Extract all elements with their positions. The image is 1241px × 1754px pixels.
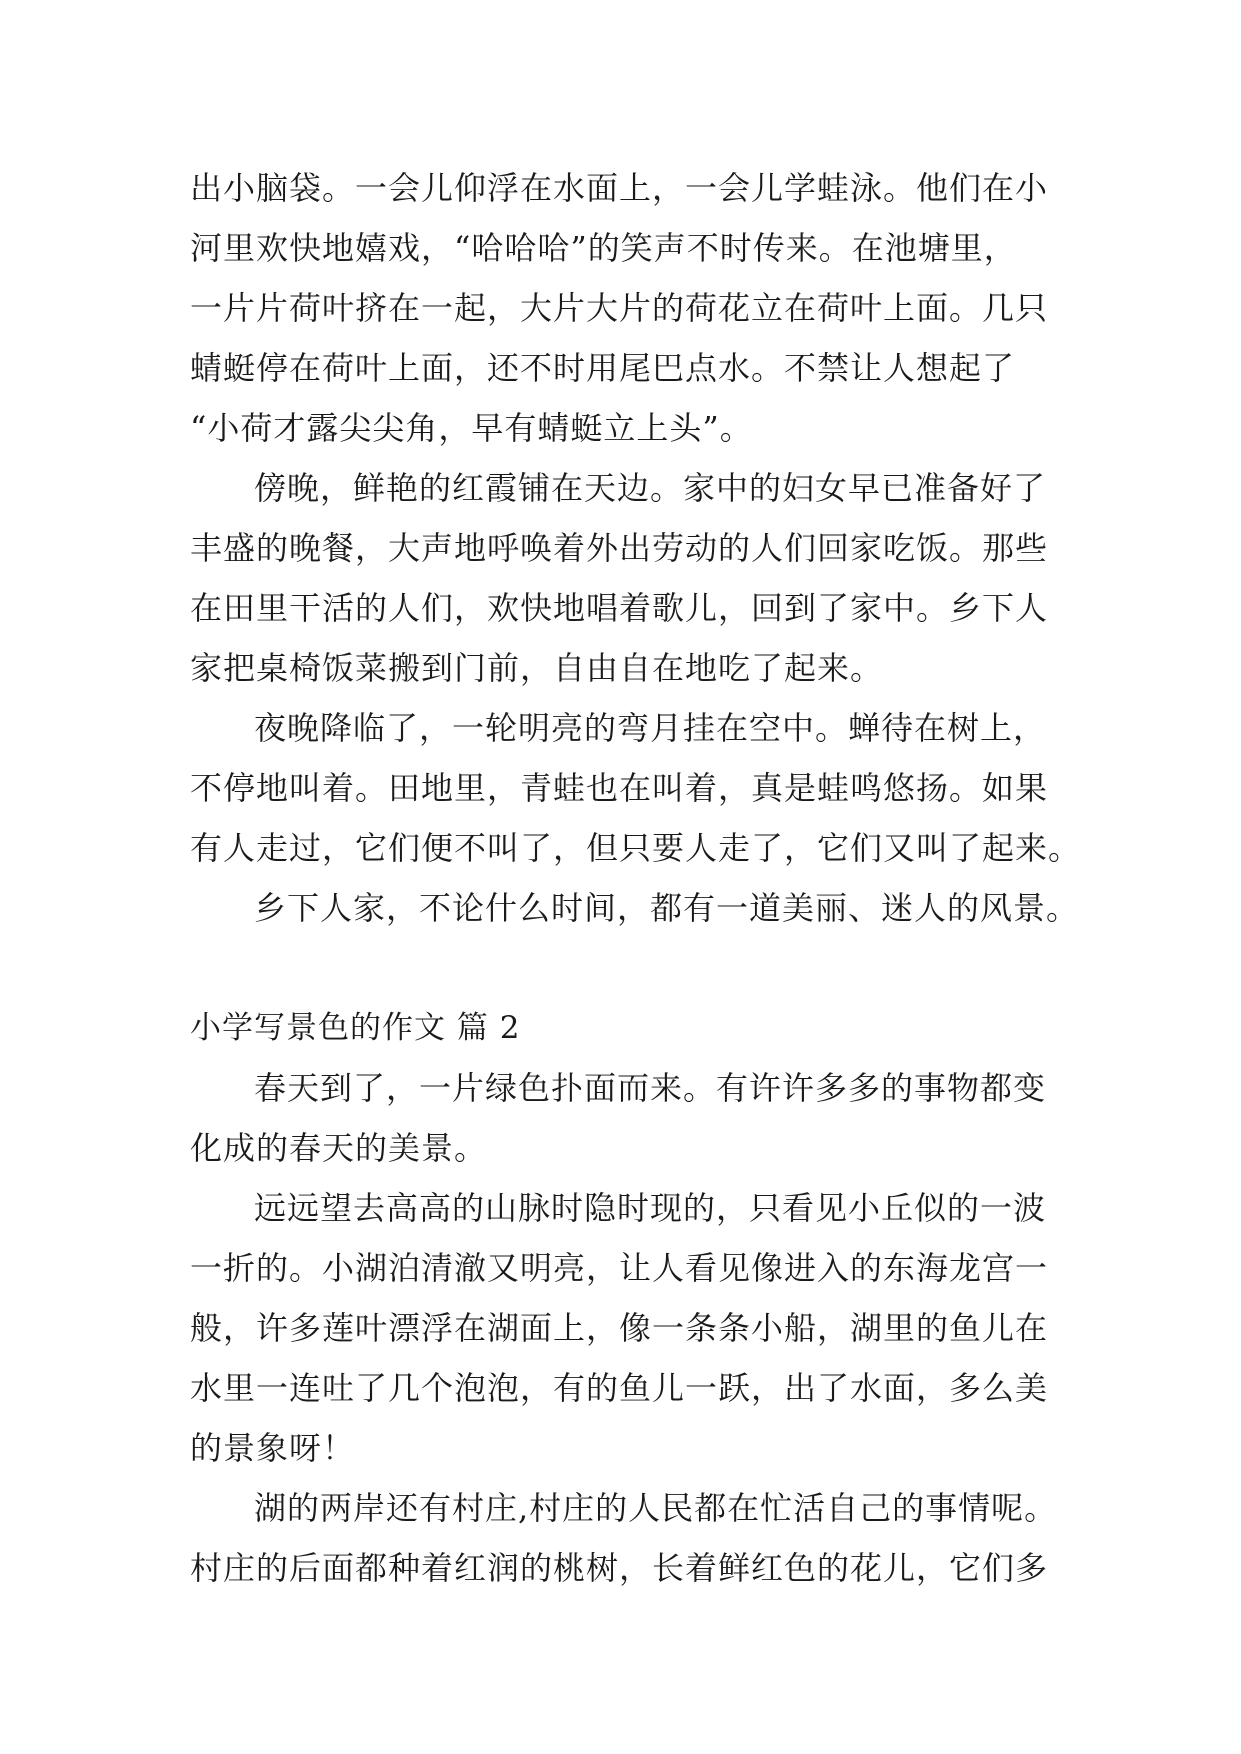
- text-line: 一片片荷叶挤在一起，大片大片的荷花立在荷叶上面。几只: [190, 289, 1049, 327]
- document-page: [190, 158, 1082, 1598]
- text-line: 的景象呀！: [190, 1429, 356, 1467]
- text-line: 村庄的后面都种着红润的桃树，长着鲜红色的花儿，它们多: [190, 1549, 1049, 1587]
- text-line: 化成的春天的美景。: [190, 1129, 488, 1167]
- text-line: 夜晚降临了，一轮明亮的弯月挂在空中。蝉待在树上，: [254, 709, 1047, 747]
- text-line: 不停地叫着。田地里，青蛙也在叫着，真是蛙鸣悠扬。如果: [190, 769, 1049, 807]
- text-line: 蜻蜓停在荷叶上面，还不时用尾巴点水。不禁让人想起了: [190, 349, 1016, 387]
- text-line: 乡下人家，不论什么时间，都有一道美丽、迷人的风景。: [254, 889, 1080, 927]
- text-line: 出小脑袋。一会儿仰浮在水面上，一会儿学蛙泳。他们在小: [190, 169, 1049, 207]
- text-line: 傍晚，鲜艳的红霞铺在天边。家中的妇女早已准备好了: [254, 469, 1047, 507]
- text-line: 河里欢快地嬉戏，“哈哈哈”的笑声不时传来。在池塘里，: [190, 229, 1017, 267]
- section-heading: 小学写景色的作文 篇 2: [190, 1010, 521, 1046]
- text-line: 水里一连吐了几个泡泡，有的鱼儿一跃，出了水面，多么美: [190, 1369, 1049, 1407]
- text-line: 春天到了，一片绿色扑面而来。有许许多多的事物都变: [254, 1069, 1047, 1107]
- text-line: 一折的。小湖泊清澈又明亮，让人看见像进入的东海龙宫一: [190, 1249, 1049, 1287]
- text-line: “小荷才露尖尖角，早有蜻蜓立上头”。: [190, 409, 753, 447]
- text-line: 般，许多莲叶漂浮在湖面上，像一条条小船，湖里的鱼儿在: [190, 1309, 1049, 1347]
- section-gap: [190, 938, 1060, 998]
- text-line: 丰盛的晚餐，大声地呼唤着外出劳动的人们回家吃饭。那些: [190, 529, 1049, 567]
- text-line: 远远望去高高的山脉时隐时现的，只看见小丘似的一波: [254, 1189, 1047, 1227]
- text-line: 有人走过，它们便不叫了，但只要人走了，它们又叫了起来。: [190, 829, 1082, 867]
- text-line: 家把桌椅饭菜搬到门前，自由自在地吃了起来。: [190, 649, 884, 687]
- text-line: 湖的两岸还有村庄,村庄的人民都在忙活自己的事情呢。: [254, 1489, 1058, 1527]
- text-line: 在田里干活的人们，欢快地唱着歌儿，回到了家中。乡下人: [190, 589, 1049, 627]
